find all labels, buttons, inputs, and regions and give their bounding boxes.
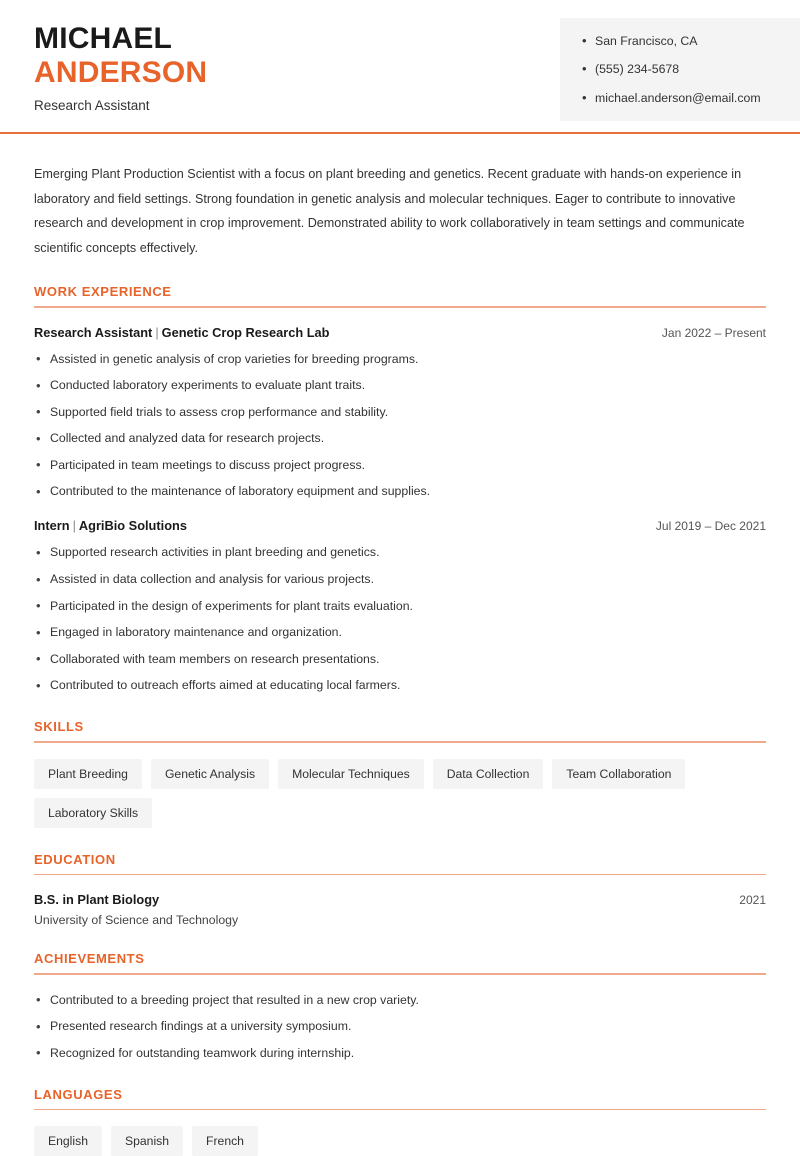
section-work-experience [34, 284, 766, 695]
experience-role: Intern [34, 518, 70, 534]
bullet-item: • Supported field trials to assess crop performance and stability. [34, 403, 766, 422]
contact-list [582, 32, 790, 107]
experience-date: Jan 2022 – Present [661, 325, 766, 340]
resume-header [0, 0, 800, 133]
title-separator: | [72, 518, 76, 534]
skill-chip: Plant Breeding [34, 759, 142, 789]
bullet-item: • Recognized for outstanding teamwork during internship. [34, 1044, 766, 1063]
section-title-achievements: ACHIEVEMENTS [34, 951, 145, 967]
bullet-item: • Contributed to outreach efforts aimed at educating local farmers. [34, 676, 766, 695]
section-skills [34, 719, 766, 828]
skill-chip: Genetic Analysis [151, 759, 269, 789]
experience-bullet-list [34, 543, 766, 695]
resume-body [0, 162, 800, 1156]
section-languages [34, 1087, 766, 1156]
experience-title [34, 518, 187, 533]
education-entry-header [34, 892, 766, 907]
bullet-item: • Supported research activities in plant breeding and genetics. [34, 543, 766, 562]
language-chip: French [192, 1126, 258, 1156]
experience-entry [34, 325, 766, 502]
name-block [34, 22, 534, 113]
contact-panel [560, 18, 800, 121]
title-separator: | [155, 324, 159, 340]
education-year: 2021 [739, 893, 766, 908]
bullet-item: • Collaborated with team members on research presentations. [34, 650, 766, 669]
languages-chip-list [34, 1126, 766, 1156]
first-name: MICHAEL [34, 22, 173, 55]
experience-title [34, 325, 329, 340]
bullet-item: • Contributed to the maintenance of laboratory equipment and supplies. [34, 482, 766, 501]
section-education [34, 852, 766, 928]
skill-chip: Team Collaboration [552, 759, 685, 789]
skills-chip-list [34, 759, 766, 828]
bullet-item: • Presented research findings at a university symposium. [34, 1017, 766, 1036]
bullet-item: • Conducted laboratory experiments to evaluate plant traits. [34, 376, 766, 395]
experience-date: Jul 2019 – Dec 2021 [655, 519, 766, 534]
last-name: ANDERSON [34, 55, 208, 89]
experience-entry-header [34, 518, 766, 533]
professional-summary: Emerging Plant Production Scientist with a focus on plant breeding and genetics. Recent graduate with hands-on experience in laboratory and field settings. Strong foundation in genetic analysis and molecular techniques. Eager to contribute to innovative research and development in crop improvement. Demonstrated ability to work collaboratively in team settings and communicate scientific concepts effectively. [34, 167, 745, 255]
experience-organization: AgriBio Solutions [78, 518, 187, 534]
experience-entry-header [34, 325, 766, 340]
bullet-item: • Participated in the design of experiments for plant traits evaluation. [34, 597, 766, 616]
contact-item-phone[interactable]: • (555) 234-5678 [582, 60, 790, 78]
experience-role: Research Assistant [34, 324, 153, 340]
experience-entry [34, 518, 766, 695]
section-title-work-experience: WORK EXPERIENCE [34, 284, 172, 300]
section-title-skills: SKILLS [34, 719, 84, 735]
education-degree: B.S. in Plant Biology [34, 892, 160, 908]
language-chip: English [34, 1126, 102, 1156]
bullet-item: • Collected and analyzed data for research projects. [34, 429, 766, 448]
section-divider [34, 306, 766, 308]
section-divider [34, 874, 766, 876]
education-school: University of Science and Technology [34, 913, 239, 928]
section-divider [34, 741, 766, 743]
section-achievements [34, 951, 766, 1063]
section-title-education: EDUCATION [34, 851, 116, 867]
header-divider [0, 132, 800, 134]
bullet-item: • Assisted in data collection and analysis for various projects. [34, 570, 766, 589]
section-divider [34, 973, 766, 975]
skill-chip: Laboratory Skills [34, 798, 152, 828]
experience-organization: Genetic Crop Research Lab [161, 324, 330, 340]
education-entry [34, 892, 766, 927]
achievements-list [34, 991, 766, 1063]
contact-item-location: • San Francisco, CA [582, 32, 790, 50]
skill-chip: Molecular Techniques [278, 759, 424, 789]
contact-item-email[interactable]: • michael.anderson@email.com [582, 89, 790, 107]
experience-bullet-list [34, 350, 766, 502]
skill-chip: Data Collection [433, 759, 544, 789]
bullet-item: • Engaged in laboratory maintenance and organization. [34, 623, 766, 642]
section-divider [34, 1109, 766, 1111]
job-title: Research Assistant [34, 98, 150, 114]
section-title-languages: LANGUAGES [34, 1086, 123, 1102]
bullet-item: • Contributed to a breeding project that resulted in a new crop variety. [34, 991, 766, 1010]
language-chip: Spanish [111, 1126, 183, 1156]
bullet-item: • Assisted in genetic analysis of crop varieties for breeding programs. [34, 350, 766, 369]
bullet-item: • Participated in team meetings to discuss project progress. [34, 456, 766, 475]
